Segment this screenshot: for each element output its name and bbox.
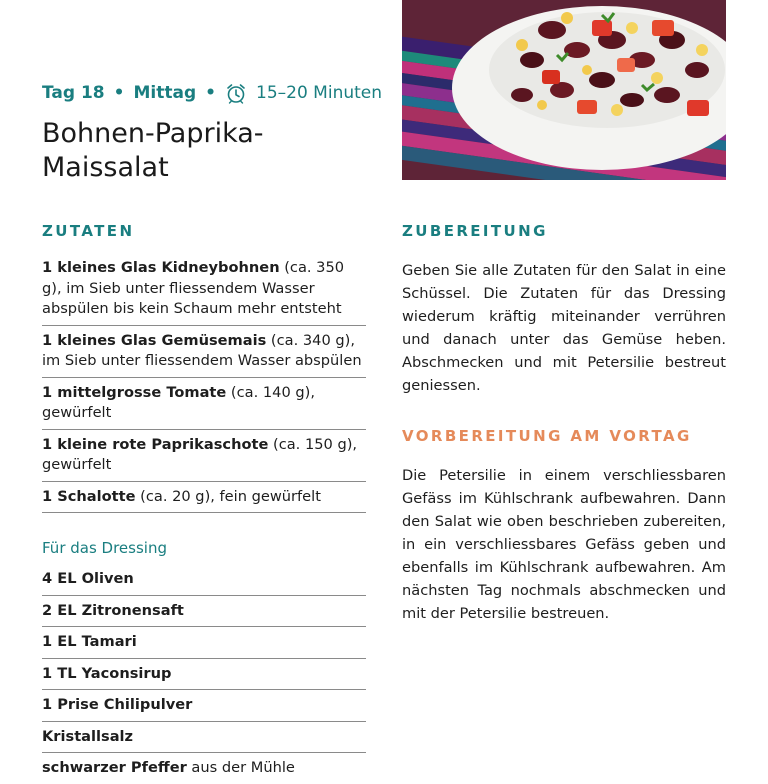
ingredient-item [42,326,366,378]
dressing-item [42,659,366,691]
ingredient-item [42,254,366,326]
ingredients-heading: ZUTATEN [42,222,135,240]
title-line-1: Bohnen-Paprika- [42,118,264,149]
ingredient-name: schwarzer Pfeffer [42,759,187,776]
ingredient-name: 1 mittelgrosse Tomate [42,383,227,401]
ingredient-name: 1 kleine rote Paprikaschote [42,435,269,453]
day-label: Tag 18 [42,83,105,103]
alarm-clock-icon [225,82,247,104]
day-before-text: Die Petersilie in einem verschliessbaren Gefäss im Kühlschrank aufbewahren. Dann den Salat wie oben beschrieben zubereiten, in ein verschliessbares Gefäss geben und ebenfalls im Kühlschrank aufbewahren. Am nächsten Tag nochmals abschmecken und mit der Petersilie bestreuen. [402,467,726,622]
duration-label: 15–20 Minuten [256,83,383,103]
title-line-2: Maissalat [42,152,169,183]
recipe-meta [42,82,382,104]
ingredient-detail: (ca. 140 g), gewürfelt [42,383,315,421]
preparation-heading: ZUBEREITUNG [402,222,548,240]
ingredient-name: 4 EL Oliven [42,570,134,587]
ingredient-detail: (ca. 150 g), gewürfelt [42,435,358,473]
ingredient-name: Kristallsalz [42,727,134,745]
day-before-heading: VORBEREITUNG AM VORTAG [402,427,692,445]
dressing-item [42,596,366,628]
ingredient-name: 2 EL Zitronensaft [42,601,184,619]
dressing-item [42,627,366,659]
page-title [42,117,372,185]
ingredients-list [42,254,366,784]
ingredient-item [42,482,366,514]
salad-photo [402,0,726,180]
dressing-item [42,753,366,784]
ingredient-name: 1 kleines Glas Gemüsemais [42,331,267,349]
ingredient-name: 1 kleines Glas Kidneybohnen [42,259,280,276]
ingredient-detail: (ca. 340 g), im Sieb unter fliessendem Wasser abspülen [42,331,362,369]
ingredient-detail: (ca. 350 g), im Sieb unter fliessendem Wasser abspülen bis kein Schaum mehr entsteht [42,259,345,317]
ingredient-item [42,378,366,430]
separator-dot: • [205,83,217,103]
preparation-text: Geben Sie alle Zutaten für den Salat in eine Schüssel. Die Zutaten für das Dressing wiederum kräftig miteinander verrühren und danach unter das Gemüse heben. Abschmecken und mit Petersilie bestreut geniessen. [402,262,726,394]
ingredient-name: 1 Prise Chilipulver [42,696,193,713]
ingredient-name: 1 Schalotte [42,487,136,505]
meal-label: Mittag [133,83,197,103]
dressing-heading: Für das Dressing [42,539,167,557]
dressing-item [42,564,366,596]
ingredient-name: 1 EL Tamari [42,633,137,650]
ingredient-detail: (ca. 20 g), fein gewürfelt [135,487,321,505]
separator-dot: • [113,83,125,103]
ingredient-name: 1 TL Yaconsirup [42,664,172,682]
dressing-item [42,722,366,754]
ingredient-item [42,430,366,482]
ingredient-detail: aus der Mühle [186,759,295,776]
dressing-item [42,690,366,722]
